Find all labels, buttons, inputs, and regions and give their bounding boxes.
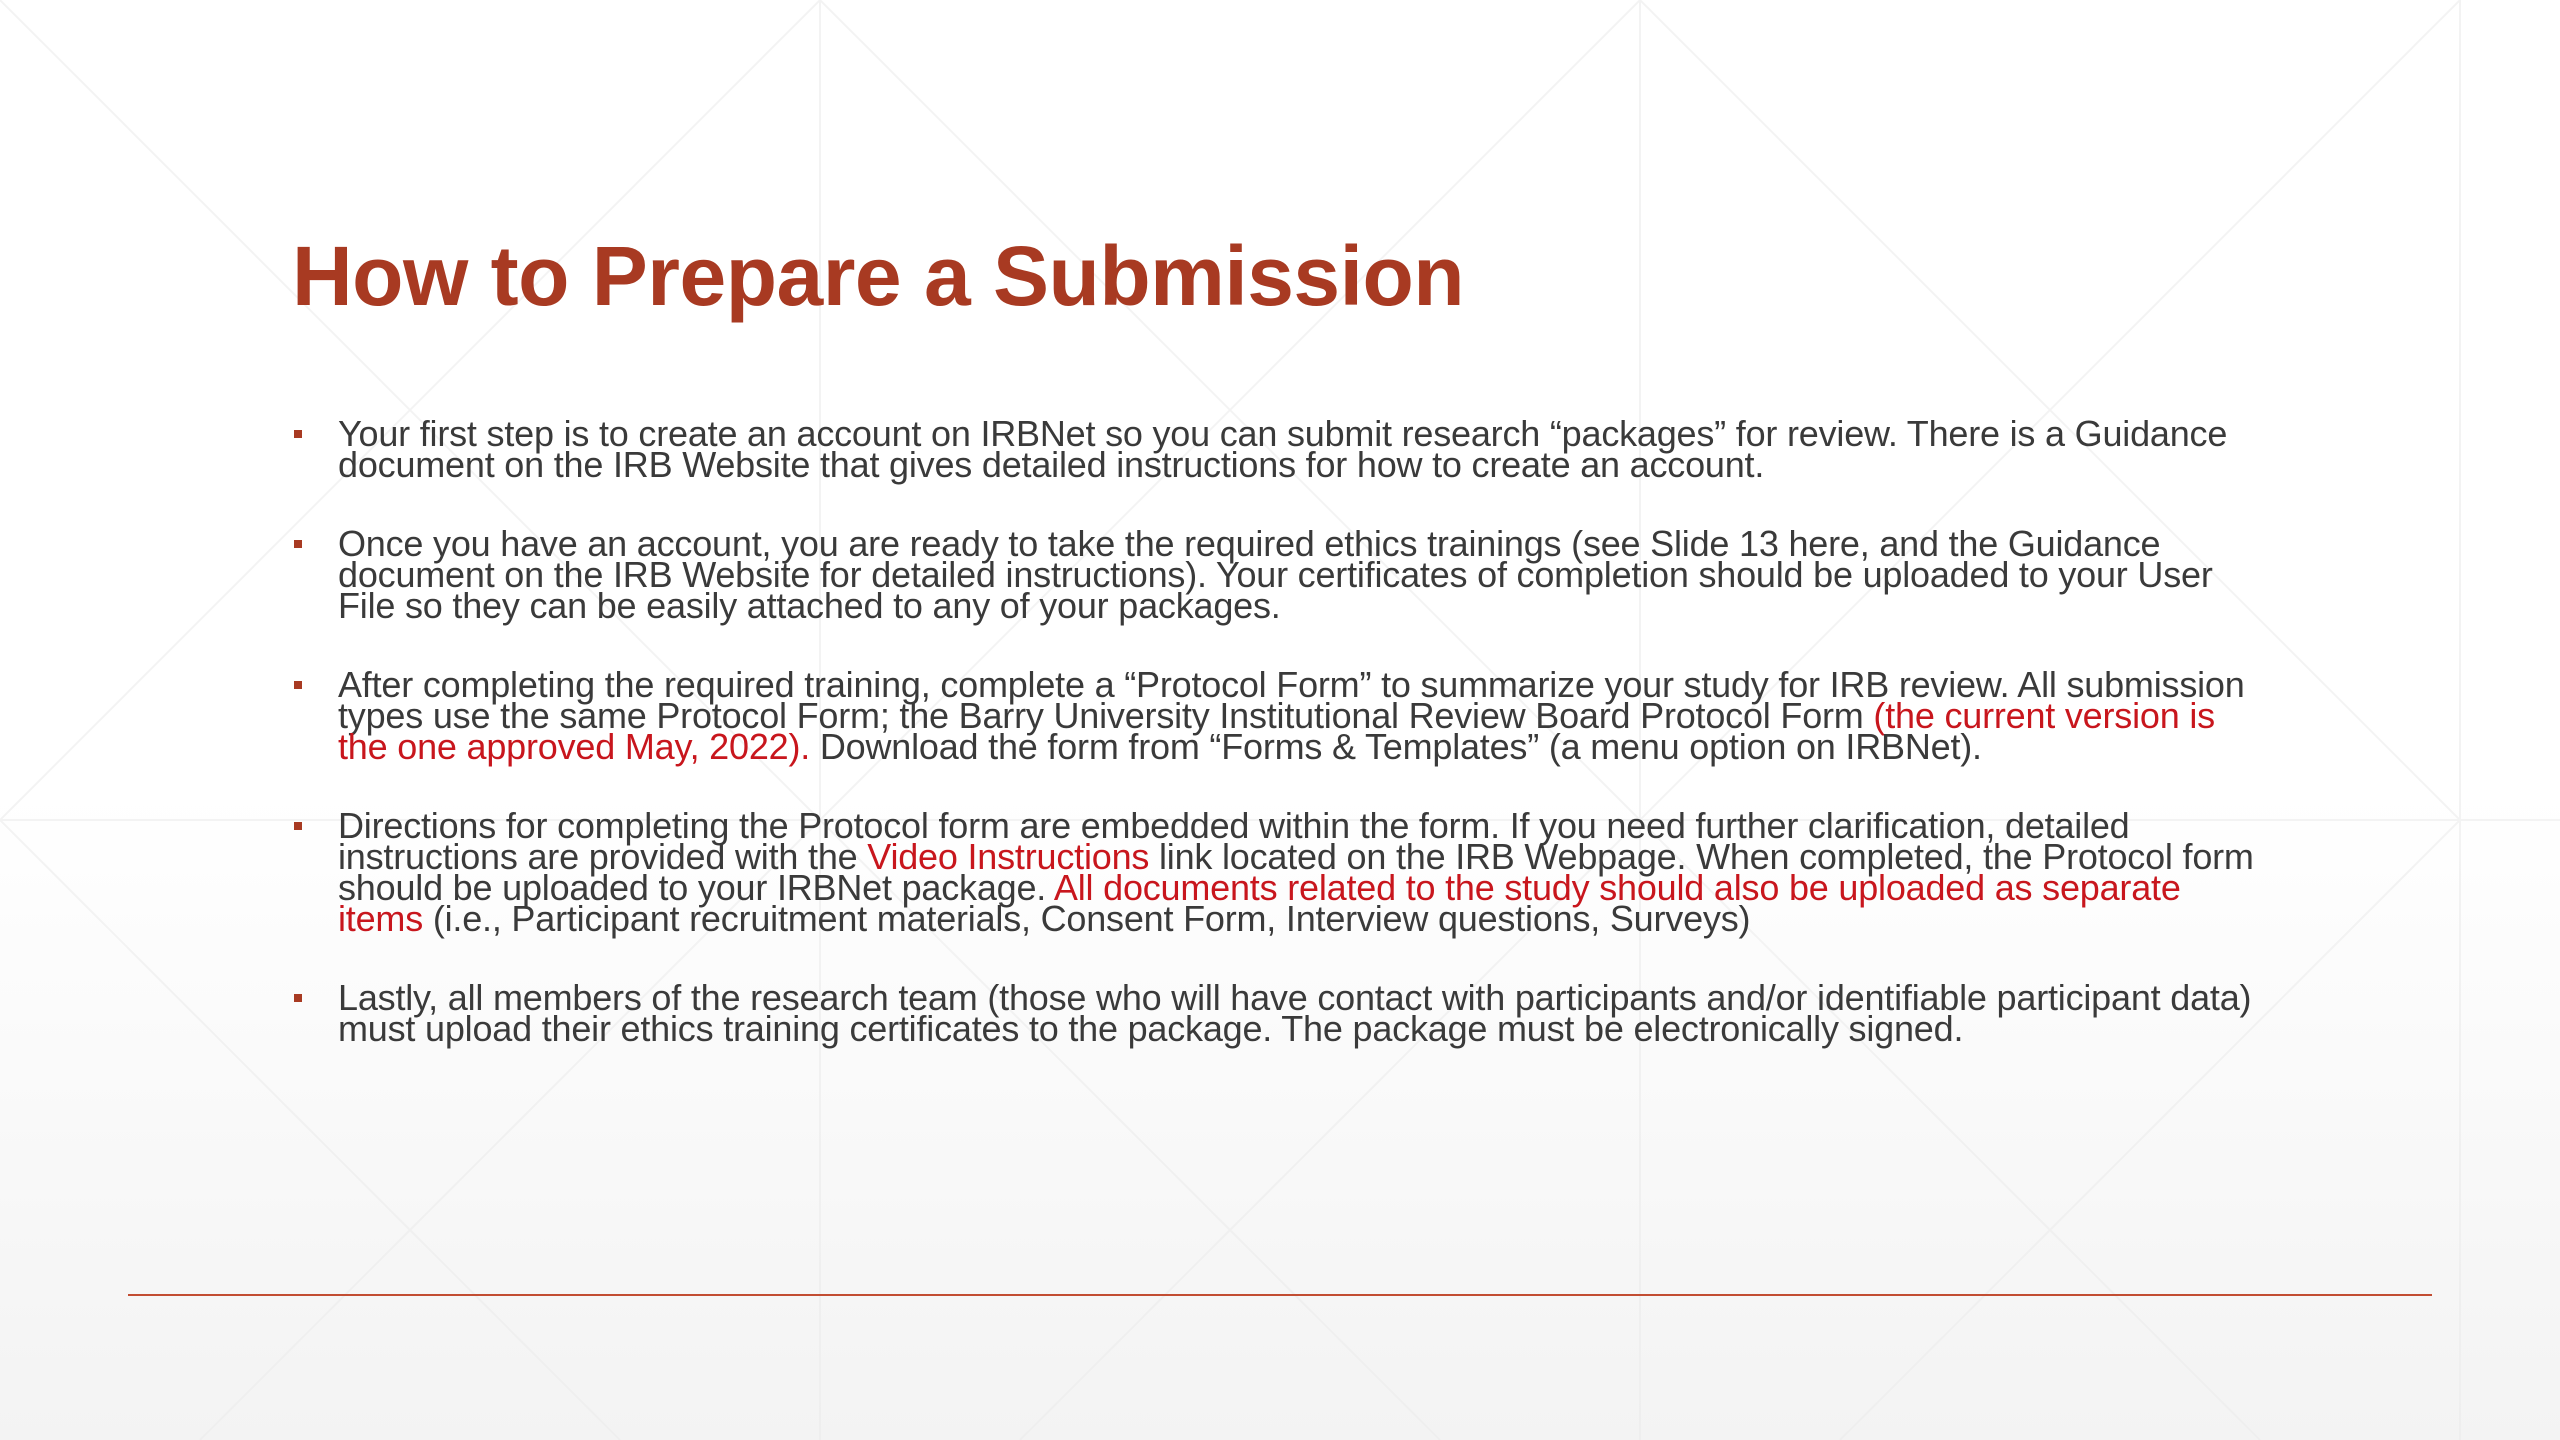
highlighted-text: (the current version is the one approved May, 2022).: [338, 695, 2215, 767]
highlighted-text: All documents related to the study should also be uploaded as separate items: [338, 867, 2181, 939]
bullet-text: (i.e., Participant recruitment materials, Consent Form, Interview questions, Surveys): [423, 898, 1751, 939]
bullet-marker-icon: [294, 540, 302, 548]
bullet-text: After completing the required training, complete a “Protocol Form” to summarize your study for IRB review. All submission types use the same Protocol Form; the Barry University Institutional Review Board Protocol Form: [338, 664, 2245, 736]
bullet-text: Lastly, all members of the research team (those who will have contact with participants and/or identifiable participant data) must upload their ethics training certificates to the package. The package must be electronically signed.: [338, 977, 2252, 1049]
bullet-text: Download the form from “Forms & Templates” (a menu option on IRBNet).: [810, 726, 1982, 767]
bullet-text: Directions for completing the Protocol form are embedded within the form. If you need further clarification, detailed instructions are provided with the: [338, 805, 2130, 877]
bullet-item: [292, 523, 2272, 626]
bullet-item: [292, 977, 2272, 1049]
bullet-item: [292, 805, 2272, 939]
bullet-marker-icon: [294, 822, 302, 830]
bullet-text: Your first step is to create an account on IRBNet so you can submit research “packages” for review. There is a Guidance document on the IRB Website that gives detailed instructions for how to create an account.: [338, 413, 2228, 485]
slide-title: How to Prepare a Submission: [292, 229, 1465, 323]
bullet-text: link located on the IRB Webpage. When completed, the Protocol form should be uploaded to your IRBNet package.: [338, 836, 2254, 908]
bullet-marker-icon: [294, 681, 302, 689]
bullet-item: [292, 413, 2272, 485]
bullet-marker-icon: [294, 994, 302, 1002]
highlighted-text: Video Instructions: [867, 836, 1150, 877]
bullet-marker-icon: [294, 430, 302, 438]
footer-divider: [128, 1294, 2432, 1296]
bullet-list: [292, 413, 2272, 1092]
bullet-text: Once you have an account, you are ready to take the required ethics trainings (see Slide 13 here, and the Guidance document on the IRB Website for detailed instructions). Your certificates of completion should be uploaded to your User File so they can be easily attached to any of your packages.: [338, 523, 2213, 626]
bullet-item: [292, 664, 2272, 767]
